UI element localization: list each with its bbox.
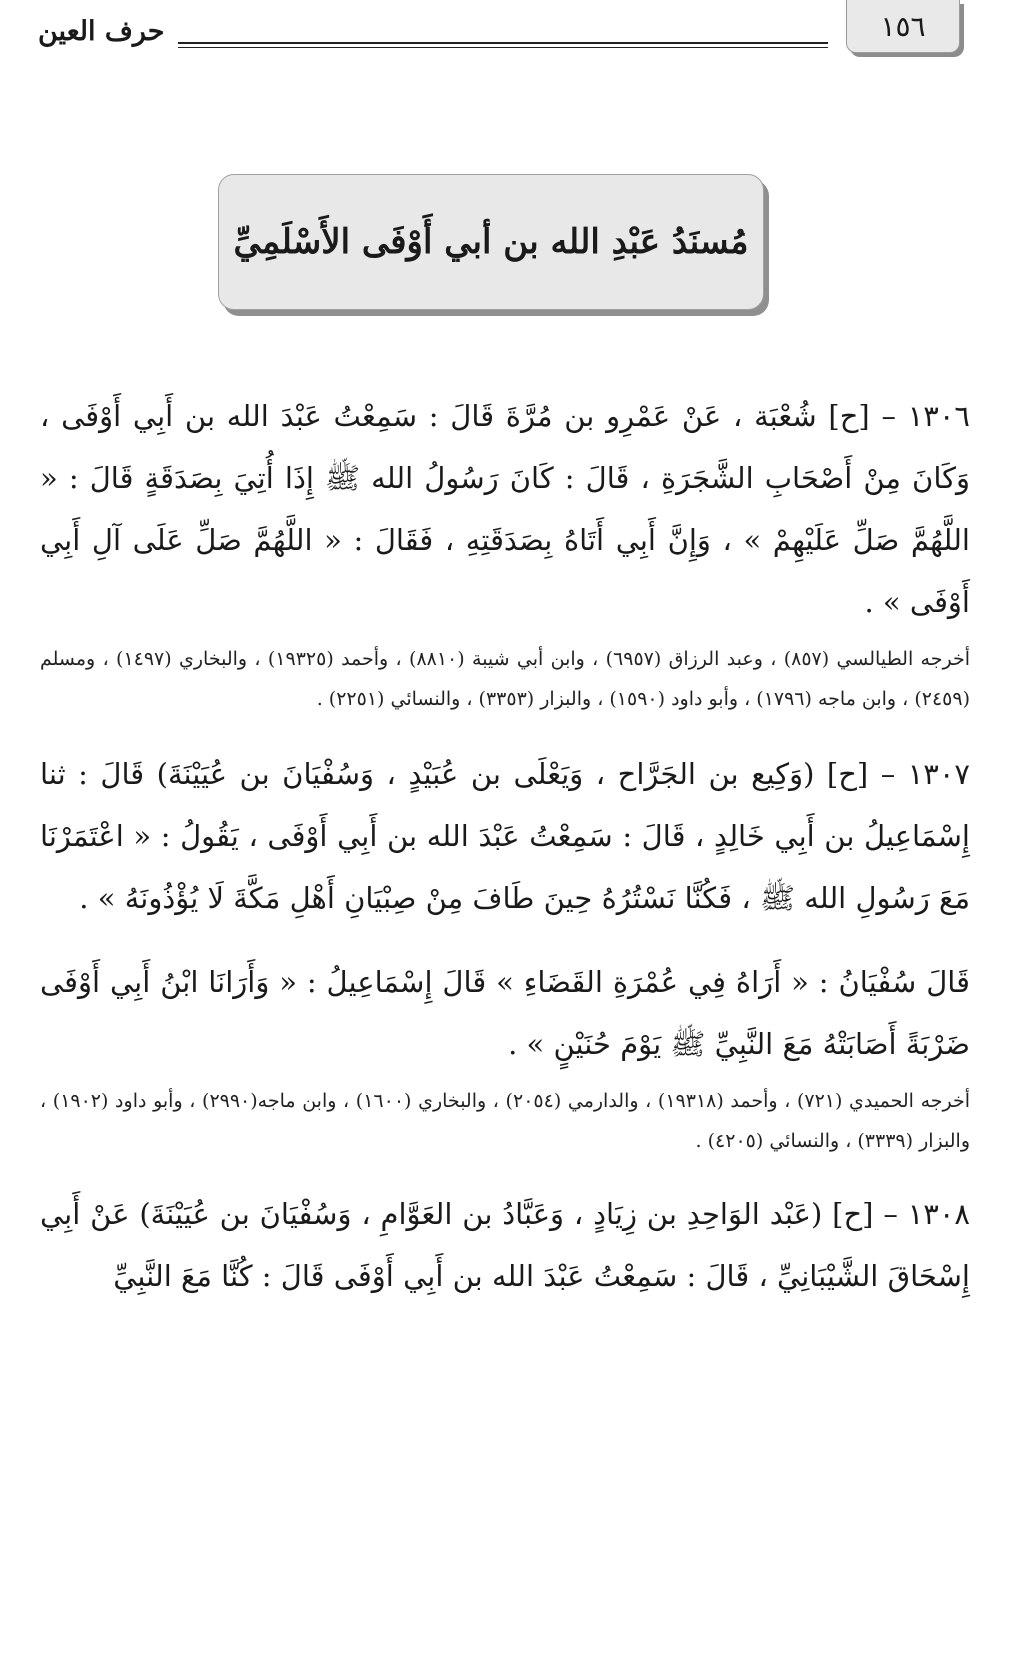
hadith-1307-continuation: قَالَ سُفْيَانُ : « أَرَاهُ فِي عُمْرَةِ القَضَاءِ » قَالَ إِسْمَاعِيلُ : « وَأَرَانَا ابْنُ أَبِي أَوْفَى ضَرْبَةً أَصَابَتْهُ مَعَ النَّبِيِّ ﷺ يَوْمَ حُنَيْنٍ » . bbox=[40, 965, 970, 1061]
main-content bbox=[40, 385, 970, 1307]
header-rule-thin bbox=[178, 47, 828, 48]
header-rule bbox=[178, 42, 828, 44]
takhrij-1307: أخرجه الحميدي (٧٢١) ، وأحمد (١٩٣١٨) ، والدارمي (٢٠٥٤) ، والبخاري (١٦٠٠) ، وابن ماجه(٢٩٩٠) ، وأبو داود (١٩٠٢) ، والبزار (٣٣٣٩) ، والنسائي (٤٢٠٥) . bbox=[40, 1090, 971, 1152]
hadith-1308: ١٣٠٨ – [ح] (عَبْد الوَاحِدِ بن زِيَادٍ ، وَعَبَّادُ بن العَوَّامِ ، وَسُفْيَانَ بن عُيَيْنَةَ) عَنْ أَبِي إِسْحَاقَ الشَّيْبَانِيِّ ، قَالَ : سَمِعْتُ عَبْدَ الله بن أَبِي أَوْفَى قَالَ : كُنَّا مَعَ النَّبِيِّ bbox=[40, 1197, 970, 1293]
section-title: مُسنَدُ عَبْدِ الله بن أبي أَوْفَى الأَسْلَمِيِّ bbox=[233, 222, 749, 262]
takhrij-1306: أخرجه الطيالسي (٨٥٧) ، وعبد الرزاق (٦٩٥٧) ، وابن أبي شيبة (٨٨١٠) ، وأحمد (١٩٣٢٥) ، والبخاري (١٤٩٧) ، ومسلم (٢٤٥٩) ، وابن ماجه (١٧٩٦) ، وأبو داود (١٥٩٠) ، والبزار (٣٣٥٣) ، والنسائي (٢٢٥١) . bbox=[40, 648, 970, 710]
page-number bbox=[846, 0, 960, 53]
hadith-1306: ١٣٠٦ – [ح] شُعْبَة ، عَنْ عَمْرِو بن مُرَّةَ قَالَ : سَمِعْتُ عَبْدَ الله بن أَبِي أَوْفَى ، وَكَانَ مِنْ أَصْحَابِ الشَّجَرَةِ ، قَالَ : كَانَ رَسُولُ الله ﷺ إِذَا أُتِيَ بِصَدَقَةٍ قَالَ : « اللَّهُمَّ صَلِّ عَلَيْهِمْ » ، وَإِنَّ أَبِي أَتَاهُ بِصَدَقَتِهِ ، فَقَالَ : « اللَّهُمَّ صَلِّ عَلَى آلِ أَبِي أَوْفَى » . bbox=[40, 399, 970, 619]
section-title-box bbox=[218, 174, 764, 310]
running-header: حرف العين bbox=[38, 16, 165, 47]
hadith-1307: ١٣٠٧ – [ح] (وَكِيع بن الجَرَّاح ، وَيَعْلَى بن عُبَيْدٍ ، وَسُفْيَانَ بن عُيَيْنَةَ) قَالَ : ثنا إِسْمَاعِيلُ بن أَبِي خَالِدٍ ، قَالَ : سَمِعْتُ عَبْدَ الله بن أَبِي أَوْفَى ، يَقُولُ : « اعْتَمَرْنَا مَعَ رَسُولِ الله ﷺ ، فَكُنَّا نَسْتُرُهُ حِينَ طَافَ مِنْ صِبْيَانِ أَهْلِ مَكَّةَ لَا يُؤْذُونَهُ » . bbox=[40, 757, 970, 915]
page-number-text: ١٥٦ bbox=[880, 9, 926, 43]
